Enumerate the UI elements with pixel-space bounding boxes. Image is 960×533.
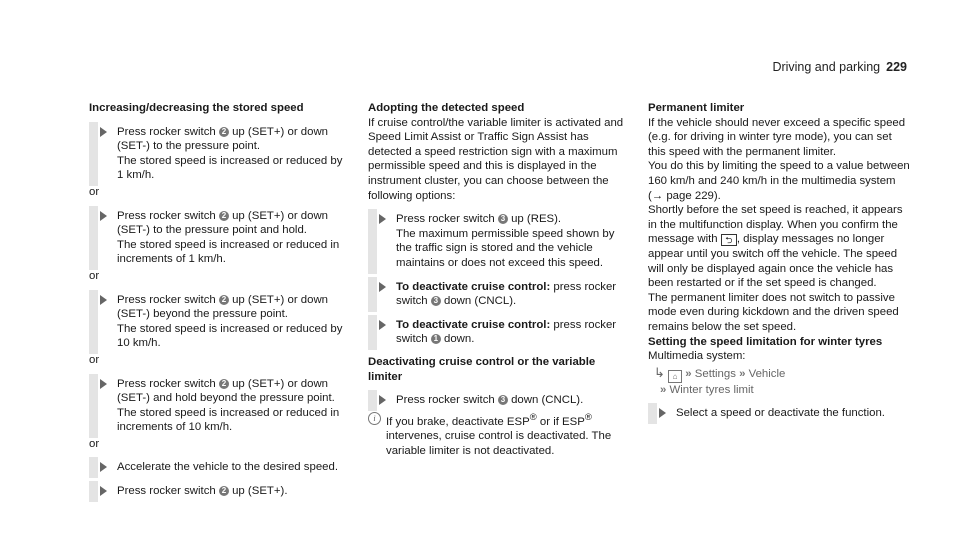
number-badge: 2 (219, 295, 229, 305)
number-badge: 2 (219, 127, 229, 137)
column-1 (89, 101, 351, 501)
path-arrow-icon: ↳ (654, 364, 665, 380)
step-item: Press rocker switch 2 up (SET+). (89, 484, 351, 499)
step-item: Press rocker switch 3 down (CNCL). (368, 393, 630, 408)
chevron-icon: » (739, 367, 746, 380)
section-heading: Increasing/decreasing the stored speed (89, 102, 304, 114)
arrow-icon (379, 282, 386, 292)
paragraph: You do this by limiting the speed to a value between 160 km/h and 240 km/h in the multimedia system (→ page 229). (648, 160, 910, 202)
chevron-icon: » (660, 383, 667, 396)
step-item: To deactivate cruise control: press rocker switch 1 down. (368, 318, 630, 347)
step-item: Accelerate the vehicle to the desired speed. (89, 460, 351, 475)
number-badge: 1 (431, 334, 441, 344)
column-2 (368, 101, 630, 461)
step-item: To deactivate cruise control: press rocker switch 3 down (CNCL). (368, 280, 630, 309)
number-badge: 2 (219, 211, 229, 221)
section-heading: Deactivating cruise control or the variable limiter (368, 355, 596, 383)
step-item: Select a speed or deactivate the function. (648, 406, 910, 421)
step-item: Press rocker switch 2 up (SET+) or down (SET-) beyond the pressure point. The stored speed is increased or reduced by 10 km/h. (89, 293, 351, 351)
or-label: or (89, 437, 100, 450)
section-title: Driving and parking (772, 60, 881, 74)
paragraph: The permanent limiter does not switch to passive mode even during kickdown and the driven speed remains below the set speed. (648, 291, 899, 333)
arrow-icon (100, 295, 107, 305)
back-button-icon: ⮌ (721, 234, 737, 246)
number-badge: 2 (219, 486, 229, 496)
number-badge: 3 (431, 296, 441, 306)
chevron-icon: » (685, 367, 692, 380)
number-badge: 3 (498, 214, 508, 224)
arrow-icon (100, 486, 107, 496)
arrow-icon (100, 211, 107, 221)
arrow-icon (100, 379, 107, 389)
or-label: or (89, 185, 100, 198)
or-label: or (89, 353, 100, 366)
arrow-icon (659, 408, 666, 418)
info-icon: i (368, 412, 381, 425)
or-label: or (89, 269, 100, 282)
menu-path: ↳ ⌂ » Settings » Vehicle » Winter tyres limit (654, 364, 786, 396)
arrow-icon (379, 214, 386, 224)
step-item: Press rocker switch 2 up (SET+) or down (SET-) to the pressure point and hold. The stored speed is increased or reduced in increments of 1 km/h. (89, 209, 351, 267)
section-heading: Setting the speed limitation for winter tyres (648, 335, 883, 348)
arrow-icon (100, 127, 107, 137)
arrow-icon (100, 462, 107, 472)
number-badge: 2 (219, 379, 229, 389)
section-heading: Permanent limiter (648, 102, 745, 114)
step-item: Press rocker switch 2 up (SET+) or down (SET-) and hold beyond the pressure point. The stored speed is increased or reduced in increments of 10 km/h. (89, 377, 351, 435)
arrow-icon (379, 395, 386, 405)
page-number: 229 (886, 60, 907, 74)
page-header (772, 60, 907, 74)
intro-paragraph: If cruise control/the variable limiter is activated and Speed Limit Assist or Traffic Sign Assist has detected a speed restriction sign with a maximum permissible speed and this is displayed in the instrument cluster, you can choose between the following options: (368, 116, 624, 202)
step-item: Press rocker switch 3 up (RES). The maximum permissible speed shown by the traffic sign is stored and the vehicle maintains or does not exceed this speed. (368, 212, 630, 270)
paragraph: If the vehicle should never exceed a specific speed (e.g. for driving in winter tyre mode), you can set this speed with the permanent limiter. (648, 116, 906, 158)
info-note: i If you brake, deactivate ESP® or if ESP® intervenes, cruise control is deactivated. The variable limiter is not deactivated. (368, 411, 630, 459)
step-item: Press rocker switch 2 up (SET+) or down (SET-) to the pressure point. The stored speed is increased or reduced by 1 km/h. (89, 125, 351, 183)
column-3 (648, 101, 910, 423)
number-badge: 3 (498, 395, 508, 405)
section-heading: Adopting the detected speed (368, 102, 525, 114)
arrow-icon (379, 320, 386, 330)
paragraph: Shortly before the set speed is reached, it appears in the multifunction display. When you confirm the message with ⮌ , display messages no longer appear until you switch off the vehicle. The speed will only be displayed again once the vehicle has been restarted or if the set speed is changed. (648, 204, 903, 290)
system-label: Multimedia system: (648, 350, 746, 363)
home-icon: ⌂ (668, 370, 682, 383)
